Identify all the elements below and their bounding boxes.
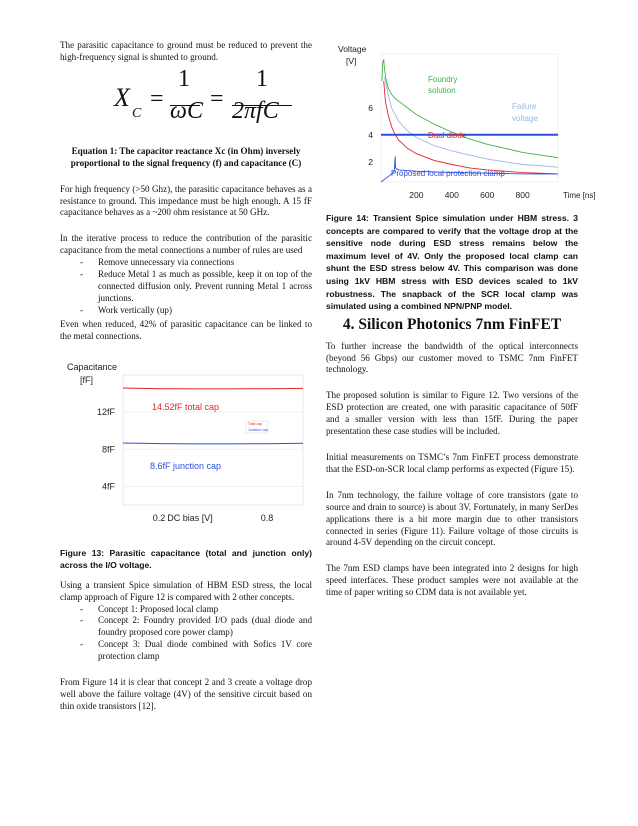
list-item: - Work vertically (up) (60, 305, 312, 317)
fig13-legend-junction: Junction cap (248, 427, 268, 432)
fig13-xlabel: DC bias [V] (167, 512, 213, 523)
list-item: - Reduce Metal 1 as much as possible, keep it on top of the connected diffusion only. Prevent running Metal 1 across junctions. (60, 269, 312, 305)
fig13-series-junction-cap (123, 443, 303, 444)
fig14-ylabel-line2: [V] (346, 56, 357, 66)
paragraph-proposed-solution: The proposed solution is similar to Figure 12. Two versions of the ESD protection are created, one with parasitic capacitance of 50fF and a smaller version with less than 15fF. During the paper presentation these case studies will be included. (326, 390, 578, 437)
fig14-x-tick-label: 800 (515, 190, 530, 200)
eq-denominator-2: 2πfC (232, 97, 279, 124)
paragraph-esd-clamps: The 7nm ESD clamps have been integrated into 2 designs for high speed interfaces. These product samples were not available at the time of paper writing so CDM data is not available yet. (326, 563, 578, 598)
fig14-label-dual-diode: Dual diode (428, 131, 467, 140)
list-item: - Concept 1: Proposed local clamp (60, 604, 312, 616)
fig14-y-tick-label: 6 (368, 102, 373, 113)
paragraph-high-frequency: For high frequency (>50 Ghz), the parasitic capacitance behaves as a resistance to ground. This impedance must be high enough. A 15 fF capacitance behaves as a ~200 ohm resistance at 50 GHz. (60, 183, 312, 218)
fig14-y-tick-label: 2 (368, 156, 373, 167)
right-column (326, 42, 596, 609)
eq-denominator-1: ωC (170, 97, 203, 124)
fig13-series-total-cap (123, 388, 303, 389)
paragraph-parasitic-intro: The parasitic capacitance to ground must be reduced to prevent the high-frequency signal is shunted to ground. (60, 40, 312, 62)
fig13-ylabel-line1: Capacitance (67, 361, 118, 372)
left-column (60, 40, 312, 723)
fig13-x-tick-label: 0.2 (152, 512, 166, 523)
eq-numerator-1: 1 (178, 65, 190, 92)
fig14-label-failure-1: Failure (512, 102, 537, 111)
paragraph-initial-measurements: Initial measurements on TSMC’s 7nm FinFET process demonstrate that the ESD-on-SCR local clamp performs as expected (Figure 15). (326, 452, 578, 474)
paragraph-figure14-conclusion: From Figure 14 it is clear that concept 2 and 3 create a voltage drop well above the failure voltage (4V) of the sensitive circuit based on thin oxide transistors [12]. (60, 677, 312, 711)
equation-1-caption: Equation 1: The capacitor reactance Xc (in Ohm) inversely proportional to the signal frequency (f) and capacitance (C) (70, 145, 302, 168)
paragraph-metal-contribution: Even when reduced, 42% of parasitic capacitance can be linked to the metal connections. (60, 318, 312, 341)
figure-13-chart (60, 355, 312, 537)
eq-lhs-sub: C (132, 105, 142, 121)
paragraph-bandwidth: To further increase the bandwidth of the optical interconnects (beyond 56 Gbps) our customer moved to TSMC 7nm FinFET technology. (326, 340, 578, 375)
figure-13-caption: Figure 13: Parasitic capacitance (total and junction only) across the I/O voltage. (60, 547, 312, 571)
fig14-x-tick-label: 200 (409, 190, 424, 200)
fig14-x-tick-label: 600 (480, 190, 495, 200)
fig13-x-tick-label: 0.8 (260, 512, 274, 523)
fig14-xlabel: Time [ns] (563, 191, 596, 200)
fig13-y-tick-label: 8fF (101, 443, 115, 454)
fig14-x-tick-label: 400 (444, 190, 459, 200)
fig14-label-failure-2: voltage (512, 114, 538, 123)
list-item: - Concept 3: Dual diode combined with Sofics 1V core protection clamp (60, 639, 312, 663)
fig13-y-tick-label: 12fF (96, 406, 115, 417)
fig13-legend-total: Total cap (248, 421, 263, 426)
list-item: - Concept 2: Foundry provided I/O pads (dual diode and foundry proposed core power clamp) (60, 615, 312, 639)
eq-lhs: X (114, 82, 130, 112)
fig14-label-proposed-clamp: Proposed local protection clamp (391, 169, 505, 178)
equation-1 (60, 65, 312, 134)
eq-equals-1: = (150, 85, 164, 112)
eq-numerator-2: 1 (256, 65, 268, 92)
concepts-list (60, 604, 312, 664)
figure-14-chart (326, 42, 596, 208)
section-title: 4. Silicon Photonics 7nm FinFET (342, 315, 562, 333)
rules-list (60, 257, 312, 317)
list-item: - Remove unnecessary via connections (60, 257, 312, 269)
fig14-ylabel-line1: Voltage (338, 44, 367, 54)
fig13-y-tick-label: 4fF (101, 480, 115, 491)
paragraph-iterative-process: In the iterative process to reduce the contribution of the parasitic capacitance from the metal connections a number of rules are used (60, 233, 312, 256)
figure-14-caption: Figure 14: Transient Spice simulation under HBM stress. 3 concepts are compared to verify that the voltage drop at the sensitive node during ESD stress remains below the maximum level of 4V. Only the proposed local clamp can shunt the ESD stress below 4V. This comparison was done using 1kV HBM stress with ESD devices scaled to 1kV robustness. The snapback of the SCR local clamp was simulated using a combined NPN/PNP model. (326, 213, 578, 312)
paragraph-transient-spice: Using a transient Spice simulation of HBM ESD stress, the local clamp approach of Figure 12 is compared with 2 other concepts. (60, 579, 312, 602)
fig14-series-dual-diode (384, 81, 558, 174)
fig14-label-foundry-1: Foundry (428, 75, 458, 84)
fig13-ylabel-line2: [fF] (80, 374, 93, 385)
fig14-y-tick-label: 4 (368, 129, 373, 140)
eq-equals-2: = (210, 85, 224, 112)
fig14-label-foundry-2: solution (428, 86, 456, 95)
fig13-annotation-junction: 8.6fF junction cap (150, 460, 222, 471)
fig13-plot-area (123, 375, 303, 505)
paragraph-failure-voltage: In 7nm technology, the failure voltage of core transistors (gate to source and drain to source) is about 3V. Fortunately, in many SerDes applications there is a bit more margin due to other transistors connected in series (Figure 11). Failure voltage of those circuits is around 4-5V depending on the circuit concept. (326, 489, 578, 548)
fig13-annotation-total: 14.52fF total cap (152, 401, 220, 412)
